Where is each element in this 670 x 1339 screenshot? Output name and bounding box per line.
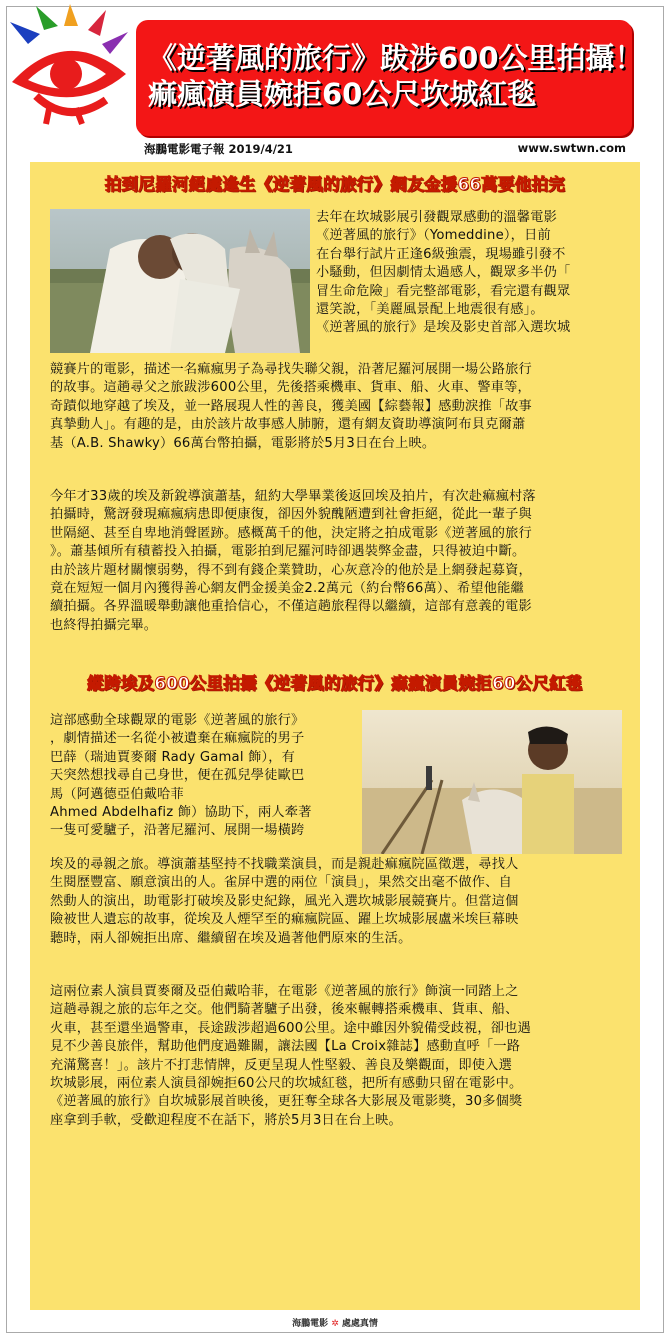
- text-line: 的故事。這趟尋父之旅跋涉600公里，先後搭乘機車、貨車、船、火車、警車等，: [50, 380, 531, 396]
- section1-paragraph2: [50, 488, 536, 635]
- text-line: 坎城影展，兩位素人演員卻婉拒60公尺的坎城紅毯，把所有感動只留在電影中。: [50, 1076, 523, 1092]
- section1-paragraph1-top: [316, 209, 570, 338]
- text-line: 座拿到手軟，受歡迎程度不在話下，將於5月3日在台上映。: [50, 1112, 402, 1128]
- text-line: 今年才33歲的埃及新銳導演蕭基，紐約大學畢業後返回埃及拍片，有次赴痲瘋村落: [50, 489, 536, 504]
- text-line: 拍攝時，驚訝發現痲瘋病患即便康復，卻因外貌醜陋遭到社會拒絕，從此一輩子與: [50, 507, 532, 523]
- section1-subtitle: 拍到尼羅河絕處逢生《逆著風的旅行》網友金援66萬要他拍完: [104, 175, 566, 194]
- headline-line-2: 痲瘋演員婉拒60公尺坎城紅毯: [148, 77, 537, 111]
- footer-logo-icon: ✲: [331, 1319, 339, 1329]
- text-line: 馬（阿邁德亞伯戴哈菲: [50, 786, 184, 802]
- text-line: 充滿驚喜！」。該片不打悲情牌，反更呈現人性堅毅、善良及樂觀面，即使入選: [50, 1057, 512, 1073]
- swtwn-logo-icon: [6, 4, 132, 126]
- text-line: 基（A.B. Shawky）66萬台幣拍攝，電影將於5月3日在台上映。: [50, 435, 436, 451]
- text-line: 火車，甚至還坐過警車，長途跋涉超過600公里。途中雖因外貌備受歧視，卻也遇: [50, 1020, 531, 1036]
- text-line: 由於該片題材關懷弱勢，得不到有錢企業贊助，心灰意冷的他於是上網發起募資，: [50, 562, 532, 578]
- footer-brand: 海鵬電影: [292, 1319, 329, 1329]
- text-line: 還笑說，「美麗風景配上地震很有感」。: [316, 302, 544, 318]
- section1-paragraph1-bottom: [50, 361, 532, 453]
- text-line: 冒生命危險」看完整部電影，看完還有觀眾: [316, 283, 571, 299]
- text-line: 去年在坎城影展引發觀眾感動的溫馨電影: [316, 210, 557, 225]
- section2-paragraph1-top: [50, 712, 312, 841]
- headline-banner: [136, 20, 644, 136]
- section2-subtitle: 縱跨埃及600公里拍攝《逆著風的旅行》痲瘋演員婉拒60公尺紅毯: [87, 674, 583, 693]
- text-line: 小騷動，但因劇情太過感人，觀眾多半仍「: [316, 265, 571, 281]
- text-line: 竟在短短一個月內獲得善心網友們金援美金2.2萬元（約台幣66萬）、希望他能繼: [50, 581, 524, 597]
- text-line: 世隔絕、甚至自卑地消聲匿跡。感概萬千的他，決定將之拍成電影《逆著風的旅行: [50, 525, 532, 541]
- section2-paragraph2: [50, 983, 531, 1130]
- text-line: ，劇情描述一名從小被遺棄在痲瘋院的男子: [50, 731, 305, 747]
- section2-paragraph1-bottom: [50, 856, 519, 948]
- text-line: 埃及的尋親之旅。導演蕭基堅持不找職業演員，而是親赴痲瘋院區徵選，尋找人: [50, 857, 519, 872]
- text-line: 《逆著風的旅行》（Yomeddine），日前: [316, 228, 551, 244]
- text-line: Ahmed Abdelhafiz 飾）協助下，兩人牽著: [50, 805, 312, 821]
- text-line: 險被世人遺忘的故事，從埃及人煙罕至的痲瘋院區、躍上坎城影展盧米埃巨幕映: [50, 912, 519, 928]
- footer-slogan: 處處真情: [341, 1319, 378, 1329]
- text-line: 競賽片的電影，描述一名痲瘋男子為尋找失聯父親，沿著尼羅河展開一場公路旅行: [50, 362, 532, 377]
- text-line: 這兩位素人演員賈麥爾及亞伯戴哈菲，在電影《逆著風的旅行》飾演一同踏上之: [50, 984, 519, 999]
- text-line: 一隻可愛驢子，沿著尼羅河、展開一場橫跨: [50, 823, 305, 839]
- source-date: 海鵬電影電子報 2019/4/21: [144, 142, 293, 156]
- text-line: 在台舉行試片正逢6級強震，現場雖引發不: [316, 246, 566, 262]
- text-line: 天突然想找尋自己身世，便在孤兒學徒歐巴: [50, 768, 305, 784]
- text-line: 巴薛（瑞迪賈麥爾 Rady Gamal 飾），有: [50, 749, 296, 765]
- text-line: 《逆著風的旅行》自坎城影展首映後，更狂奪全球各大影展及電影獎，30多個獎: [50, 1094, 523, 1110]
- text-line: 也終得拍攝完畢。: [50, 617, 158, 633]
- website-link[interactable]: www.swtwn.com: [517, 141, 626, 155]
- text-line: 見不少善良旅伴，幫助他們度過難關，讓法國【La Croix雜誌】感動直呼「一路: [50, 1039, 521, 1055]
- text-line: 聽時，兩人卻婉拒出席、繼續留在埃及過著他們原來的生活。: [50, 930, 412, 946]
- text-line: 這趟尋親之旅的忘年之交。他們騎著驢子出發，後來輾轉搭乘機車、貨車、船、: [50, 1002, 519, 1018]
- text-line: 奇蹟似地穿越了埃及，並一路展現人性的善良，獲美國【綜藝報】感動淚推「故事: [50, 398, 532, 414]
- text-line: 這部感動全球觀眾的電影《逆著風的旅行》: [50, 713, 305, 728]
- text-line: 真摯動人」。有趣的是，由於該片故事感人肺腑，還有網友資助導演阿布貝克爾蕭: [50, 417, 526, 433]
- headline: [148, 40, 644, 112]
- text-line: 》。蕭基傾所有積蓄投入拍攝，電影拍到尼羅河時卻遇裝弊金盡，只得被迫中斷。: [50, 544, 526, 560]
- text-line: 續拍攝。各界溫暖舉動讓他重拾信心，不僅這趟旅程得以繼續，這部有意義的電影: [50, 599, 532, 615]
- text-line: 生閱歷豐富、願意演出的人。雀屏中選的兩位「演員」，果然交出毫不做作、自: [50, 875, 512, 891]
- movie-still-embrace-image: [50, 209, 310, 353]
- movie-still-boy-donkey-image: [362, 710, 622, 854]
- footer: [0, 1316, 670, 1329]
- text-line: 《逆著風的旅行》是埃及影史首部入選坎城: [316, 320, 571, 336]
- text-line: 然動人的演出，助電影打破埃及影史紀錄，風光入選坎城影展競賽片。但當這個: [50, 893, 519, 909]
- headline-line-1: 《逆著風的旅行》跋涉600公里拍攝！: [148, 41, 644, 75]
